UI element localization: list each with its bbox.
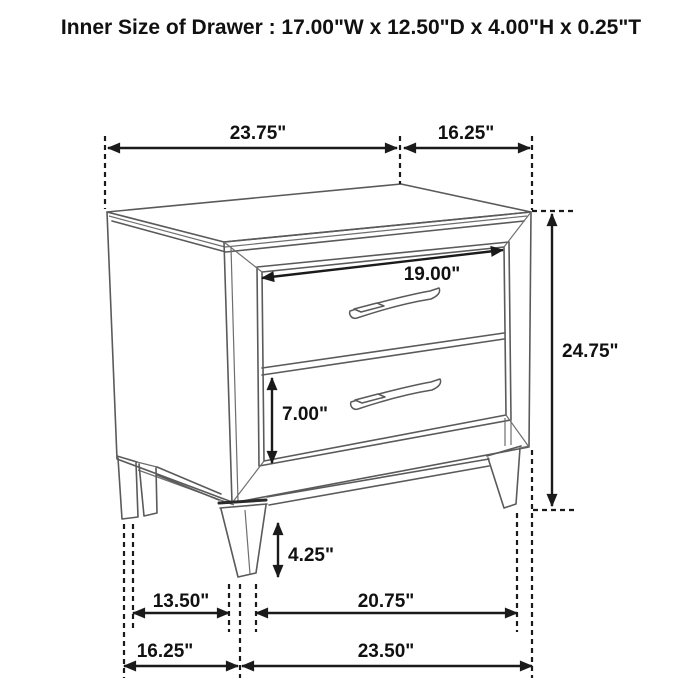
front-left-leg [118, 458, 138, 519]
right-base-corner-lines [505, 418, 529, 448]
nightstand-drawing [107, 184, 531, 577]
right-base-rail [267, 459, 489, 505]
label-base-width: 23.50" [357, 641, 415, 662]
diagram-title: Inner Size of Drawer : 17.00"W x 12.50"D x 4.00"H x 0.25"T [60, 16, 642, 39]
center-leg-edge-line [245, 510, 250, 574]
center-leg [221, 505, 266, 577]
label-side-leg-span: 20.75" [357, 591, 415, 612]
label-overall-height: 24.75" [562, 341, 619, 362]
drawer-frame-outer [257, 242, 511, 466]
front-left-corner-inner-line [231, 247, 238, 501]
label-drawer-height: 7.00" [282, 404, 328, 425]
front-left-leg-cap [117, 456, 137, 462]
label-top-width: 23.75" [229, 123, 287, 144]
center-leg-cap-line [220, 504, 267, 508]
top-drawer-handle [350, 288, 440, 318]
drawer-frame-inner [262, 247, 506, 461]
label-leg-height: 4.25" [288, 545, 334, 566]
bottom-drawer-handle [351, 379, 441, 409]
label-top-depth: 16.25" [437, 123, 495, 144]
label-front-leg-gap: 13.50" [152, 591, 210, 612]
label-base-depth: 16.25" [136, 641, 194, 662]
right-leg-cap [487, 446, 521, 456]
label-drawer-width: 19.00" [403, 264, 461, 285]
mid-rail-lines [262, 333, 504, 375]
right-leg [488, 448, 520, 508]
